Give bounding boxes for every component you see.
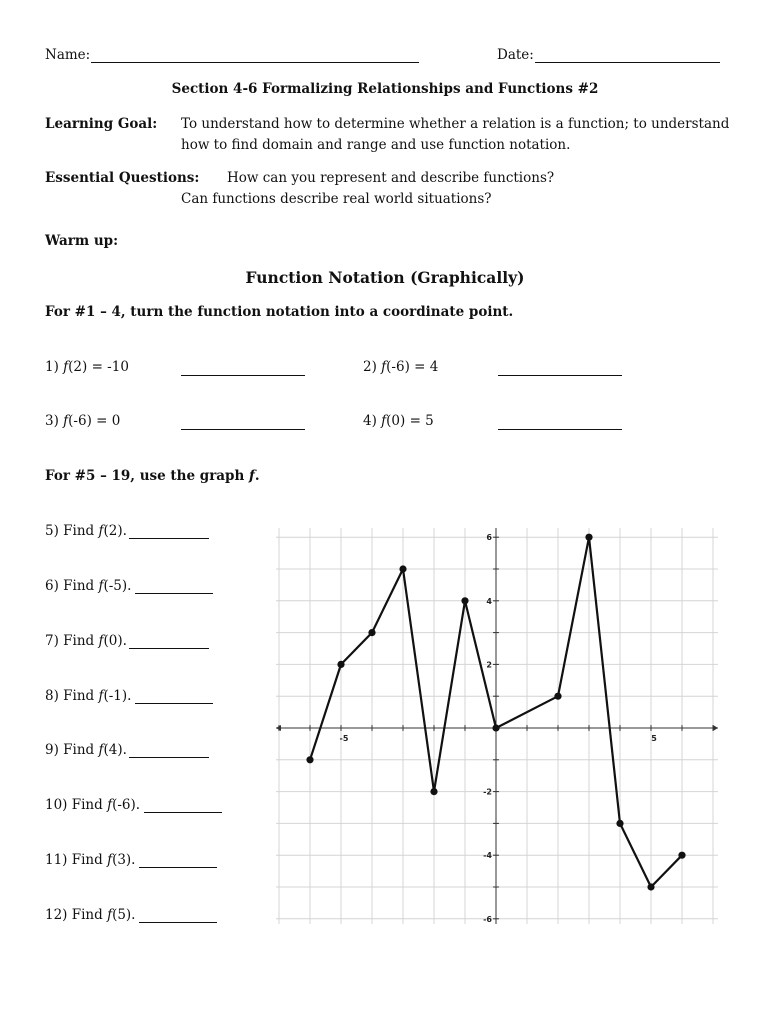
question-12 (45, 907, 217, 923)
function-symbol: f (381, 413, 387, 429)
problem-4 (363, 413, 434, 429)
name-blank[interactable] (91, 47, 419, 63)
question-prefix: 9) Find (45, 742, 99, 758)
warm-up-label: Warm up: (45, 233, 119, 249)
x-axis-arrow-right (713, 725, 718, 731)
data-point (554, 693, 561, 700)
question-arg: (-5). (103, 578, 132, 594)
part2-instruction-suffix: . (254, 468, 260, 484)
question-10 (45, 797, 222, 813)
answer-blank[interactable] (139, 908, 217, 923)
answer-blank[interactable] (129, 524, 209, 539)
problem-2-answer-blank[interactable] (498, 359, 622, 376)
question-8 (45, 688, 213, 704)
part2-instruction (45, 468, 260, 484)
problem-3 (45, 413, 120, 429)
question-prefix: 8) Find (45, 688, 99, 704)
data-point (337, 661, 344, 668)
section-title: Section 4-6 Formalizing Relationships and Functions #2 (171, 81, 599, 97)
y-tick-label: 6 (486, 533, 492, 543)
data-point (368, 629, 375, 636)
date-blank[interactable] (535, 47, 720, 63)
function-symbol: f (98, 578, 104, 594)
question-arg: (3). (112, 852, 136, 868)
data-point (678, 852, 685, 859)
question-prefix: 11) Find (45, 852, 108, 868)
section-heading: Function Notation (Graphically) (245, 268, 525, 287)
data-point (616, 820, 623, 827)
question-arg: (-6). (112, 797, 141, 813)
question-prefix: 6) Find (45, 578, 99, 594)
problem-expression: (2) = -10 (68, 359, 129, 375)
learning-goal-line2: how to find domain and range and use function notation. (181, 137, 571, 153)
function-symbol: f (249, 468, 255, 484)
data-point (399, 565, 406, 572)
data-point (647, 883, 654, 890)
answer-blank[interactable] (135, 579, 213, 594)
data-point (461, 597, 468, 604)
problem-expression: (0) = 5 (386, 413, 434, 429)
function-symbol: f (107, 797, 113, 813)
name-label: Name: (45, 47, 91, 63)
problem-number: 2) (363, 359, 382, 375)
function-symbol: f (63, 359, 69, 375)
data-point (430, 788, 437, 795)
y-tick-label: 2 (486, 660, 492, 670)
y-tick-label: -4 (483, 851, 492, 861)
function-symbol: f (63, 413, 69, 429)
function-symbol: f (98, 688, 104, 704)
function-symbol: f (107, 852, 113, 868)
problem-number: 1) (45, 359, 64, 375)
question-arg: (5). (112, 907, 136, 923)
answer-blank[interactable] (135, 689, 213, 704)
y-tick-label: -2 (483, 787, 492, 797)
question-6 (45, 578, 213, 594)
question-arg: (-1). (103, 688, 132, 704)
problem-number: 4) (363, 413, 382, 429)
x-tick-label: 5 (651, 734, 657, 743)
part1-instruction: For #1 – 4, turn the function notation into a coordinate point. (45, 304, 514, 320)
answer-blank[interactable] (129, 634, 209, 649)
problem-4-answer-blank[interactable] (498, 413, 622, 430)
function-symbol: f (98, 633, 104, 649)
problem-number: 3) (45, 413, 64, 429)
x-tick-label: -5 (339, 734, 349, 743)
question-5 (45, 523, 209, 539)
question-7 (45, 633, 209, 649)
function-symbol: f (107, 907, 113, 923)
question-9 (45, 742, 209, 758)
learning-goal-label: Learning Goal: (45, 116, 158, 132)
question-prefix: 10) Find (45, 797, 108, 813)
essential-questions-label: Essential Questions: (45, 170, 200, 186)
function-symbol: f (381, 359, 387, 375)
question-prefix: 12) Find (45, 907, 108, 923)
function-graph (262, 520, 727, 930)
function-symbol: f (98, 523, 104, 539)
data-point (306, 756, 313, 763)
problem-2 (363, 359, 438, 375)
y-tick-label: -6 (483, 914, 492, 924)
y-tick-label: 4 (486, 596, 492, 606)
question-arg: (4). (103, 742, 127, 758)
problem-expression: (-6) = 4 (386, 359, 439, 375)
learning-goal-line1: To understand how to determine whether a relation is a function; to understand (181, 116, 730, 132)
problem-1 (45, 359, 129, 375)
problem-expression: (-6) = 0 (68, 413, 121, 429)
answer-blank[interactable] (144, 798, 222, 813)
essential-question-1: How can you represent and describe functions? (227, 170, 555, 186)
function-symbol: f (98, 742, 104, 758)
question-arg: (0). (103, 633, 127, 649)
part2-instruction-prefix: For #5 – 19, use the graph (45, 468, 250, 484)
question-arg: (2). (103, 523, 127, 539)
data-point (585, 534, 592, 541)
question-prefix: 7) Find (45, 633, 99, 649)
problem-1-answer-blank[interactable] (181, 359, 305, 376)
essential-question-2: Can functions describe real world situations? (181, 191, 492, 207)
problem-3-answer-blank[interactable] (181, 413, 305, 430)
data-point (492, 724, 499, 731)
question-11 (45, 852, 217, 868)
question-prefix: 5) Find (45, 523, 99, 539)
answer-blank[interactable] (129, 743, 209, 758)
answer-blank[interactable] (139, 853, 217, 868)
date-label: Date: (497, 47, 534, 63)
